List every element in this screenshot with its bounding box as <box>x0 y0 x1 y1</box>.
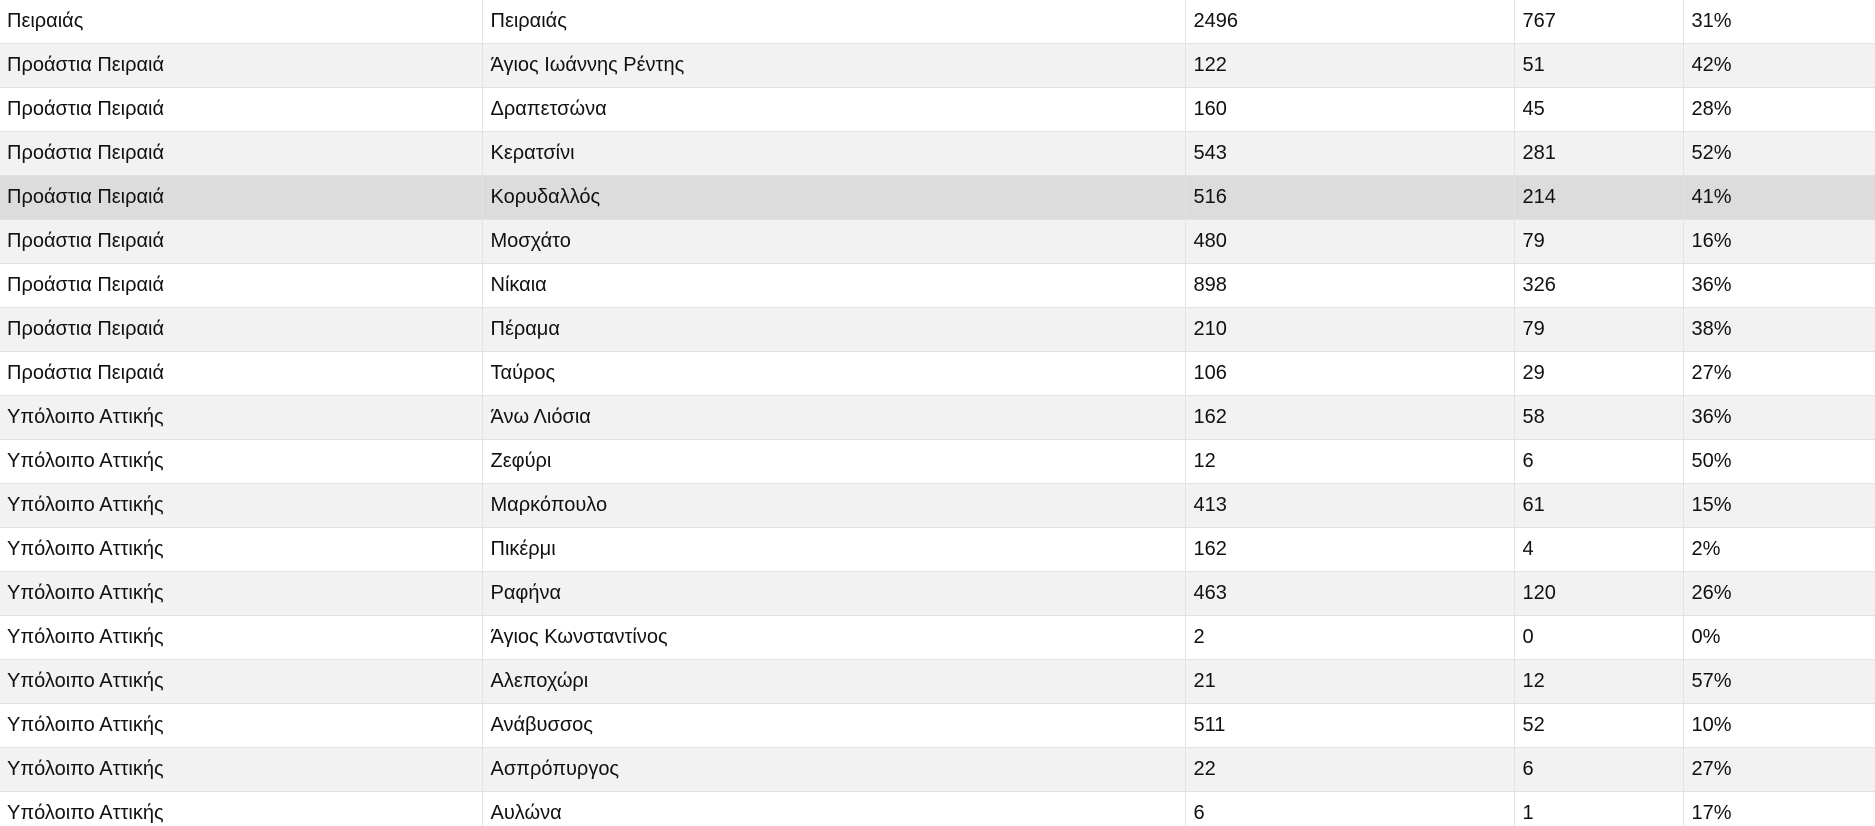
municipality-cell: Ζεφύρι <box>482 440 1185 484</box>
area-cell: Υπόλοιπο Αττικής <box>0 528 482 572</box>
municipality-cell: Μαρκόπουλο <box>482 484 1185 528</box>
total-cell: 122 <box>1185 44 1514 88</box>
total-cell: 210 <box>1185 308 1514 352</box>
total-cell: 516 <box>1185 176 1514 220</box>
table-row[interactable] <box>0 44 1875 88</box>
count-cell: 4 <box>1514 528 1683 572</box>
municipality-cell: Πικέρμι <box>482 528 1185 572</box>
percent-cell: 36% <box>1683 396 1875 440</box>
count-cell: 6 <box>1514 440 1683 484</box>
percent-cell: 57% <box>1683 660 1875 704</box>
count-cell: 45 <box>1514 88 1683 132</box>
table-row[interactable] <box>0 220 1875 264</box>
count-cell: 120 <box>1514 572 1683 616</box>
count-cell: 1 <box>1514 792 1683 826</box>
percent-cell: 31% <box>1683 0 1875 44</box>
municipality-cell: Κερατσίνι <box>482 132 1185 176</box>
percent-cell: 50% <box>1683 440 1875 484</box>
total-cell: 160 <box>1185 88 1514 132</box>
total-cell: 480 <box>1185 220 1514 264</box>
area-cell: Προάστια Πειραιά <box>0 44 482 88</box>
area-cell: Υπόλοιπο Αττικής <box>0 660 482 704</box>
percent-cell: 16% <box>1683 220 1875 264</box>
percent-cell: 27% <box>1683 352 1875 396</box>
count-cell: 51 <box>1514 44 1683 88</box>
municipality-cell: Άγιος Ιωάννης Ρέντης <box>482 44 1185 88</box>
table-row[interactable] <box>0 748 1875 792</box>
area-cell: Υπόλοιπο Αττικής <box>0 396 482 440</box>
total-cell: 543 <box>1185 132 1514 176</box>
municipality-cell: Πειραιάς <box>482 0 1185 44</box>
municipality-cell: Δραπετσώνα <box>482 88 1185 132</box>
total-cell: 511 <box>1185 704 1514 748</box>
table-row[interactable] <box>0 792 1875 826</box>
percent-cell: 52% <box>1683 132 1875 176</box>
table-row[interactable] <box>0 660 1875 704</box>
total-cell: 22 <box>1185 748 1514 792</box>
count-cell: 6 <box>1514 748 1683 792</box>
total-cell: 162 <box>1185 528 1514 572</box>
area-cell: Προάστια Πειραιά <box>0 264 482 308</box>
area-cell: Προάστια Πειραιά <box>0 132 482 176</box>
percent-cell: 17% <box>1683 792 1875 826</box>
count-cell: 0 <box>1514 616 1683 660</box>
percent-cell: 38% <box>1683 308 1875 352</box>
table-row[interactable] <box>0 308 1875 352</box>
total-cell: 162 <box>1185 396 1514 440</box>
total-cell: 12 <box>1185 440 1514 484</box>
count-cell: 29 <box>1514 352 1683 396</box>
table-row[interactable] <box>0 0 1875 44</box>
count-cell: 58 <box>1514 396 1683 440</box>
table-row[interactable] <box>0 88 1875 132</box>
municipality-cell: Κορυδαλλός <box>482 176 1185 220</box>
count-cell: 767 <box>1514 0 1683 44</box>
percent-cell: 15% <box>1683 484 1875 528</box>
municipality-cell: Ταύρος <box>482 352 1185 396</box>
count-cell: 326 <box>1514 264 1683 308</box>
count-cell: 12 <box>1514 660 1683 704</box>
count-cell: 52 <box>1514 704 1683 748</box>
municipality-cell: Αλεποχώρι <box>482 660 1185 704</box>
municipality-cell: Άγιος Κωνσταντίνος <box>482 616 1185 660</box>
area-cell: Υπόλοιπο Αττικής <box>0 792 482 826</box>
table-row[interactable] <box>0 132 1875 176</box>
total-cell: 2496 <box>1185 0 1514 44</box>
area-cell: Προάστια Πειραιά <box>0 308 482 352</box>
area-cell: Υπόλοιπο Αττικής <box>0 484 482 528</box>
table-row[interactable] <box>0 396 1875 440</box>
municipality-cell: Άνω Λιόσια <box>482 396 1185 440</box>
table-row[interactable] <box>0 528 1875 572</box>
percent-cell: 2% <box>1683 528 1875 572</box>
municipality-cell: Ασπρόπυργος <box>482 748 1185 792</box>
table-row[interactable] <box>0 704 1875 748</box>
percent-cell: 10% <box>1683 704 1875 748</box>
count-cell: 214 <box>1514 176 1683 220</box>
area-cell: Υπόλοιπο Αττικής <box>0 440 482 484</box>
area-cell: Προάστια Πειραιά <box>0 352 482 396</box>
table-row[interactable] <box>0 484 1875 528</box>
total-cell: 898 <box>1185 264 1514 308</box>
area-cell: Υπόλοιπο Αττικής <box>0 572 482 616</box>
area-cell: Προάστια Πειραιά <box>0 220 482 264</box>
area-cell: Υπόλοιπο Αττικής <box>0 748 482 792</box>
total-cell: 2 <box>1185 616 1514 660</box>
area-cell: Πειραιάς <box>0 0 482 44</box>
total-cell: 463 <box>1185 572 1514 616</box>
municipality-cell: Μοσχάτο <box>482 220 1185 264</box>
percent-cell: 0% <box>1683 616 1875 660</box>
percent-cell: 26% <box>1683 572 1875 616</box>
count-cell: 61 <box>1514 484 1683 528</box>
table-row[interactable] <box>0 616 1875 660</box>
area-cell: Προάστια Πειραιά <box>0 176 482 220</box>
table-row[interactable] <box>0 264 1875 308</box>
area-cell: Προάστια Πειραιά <box>0 88 482 132</box>
percent-cell: 28% <box>1683 88 1875 132</box>
total-cell: 106 <box>1185 352 1514 396</box>
percent-cell: 42% <box>1683 44 1875 88</box>
municipality-cell: Πέραμα <box>482 308 1185 352</box>
total-cell: 6 <box>1185 792 1514 826</box>
table-row[interactable] <box>0 352 1875 396</box>
count-cell: 281 <box>1514 132 1683 176</box>
municipality-cell: Νίκαια <box>482 264 1185 308</box>
area-cell: Υπόλοιπο Αττικής <box>0 704 482 748</box>
count-cell: 79 <box>1514 220 1683 264</box>
total-cell: 21 <box>1185 660 1514 704</box>
municipality-cell: Αυλώνα <box>482 792 1185 826</box>
municipality-cell: Ραφήνα <box>482 572 1185 616</box>
percent-cell: 36% <box>1683 264 1875 308</box>
table-row-hovered[interactable] <box>0 176 1875 220</box>
area-cell: Υπόλοιπο Αττικής <box>0 616 482 660</box>
table-row[interactable] <box>0 440 1875 484</box>
count-cell: 79 <box>1514 308 1683 352</box>
percent-cell: 41% <box>1683 176 1875 220</box>
table-row[interactable] <box>0 572 1875 616</box>
total-cell: 413 <box>1185 484 1514 528</box>
percent-cell: 27% <box>1683 748 1875 792</box>
municipality-cell: Ανάβυσσος <box>482 704 1185 748</box>
